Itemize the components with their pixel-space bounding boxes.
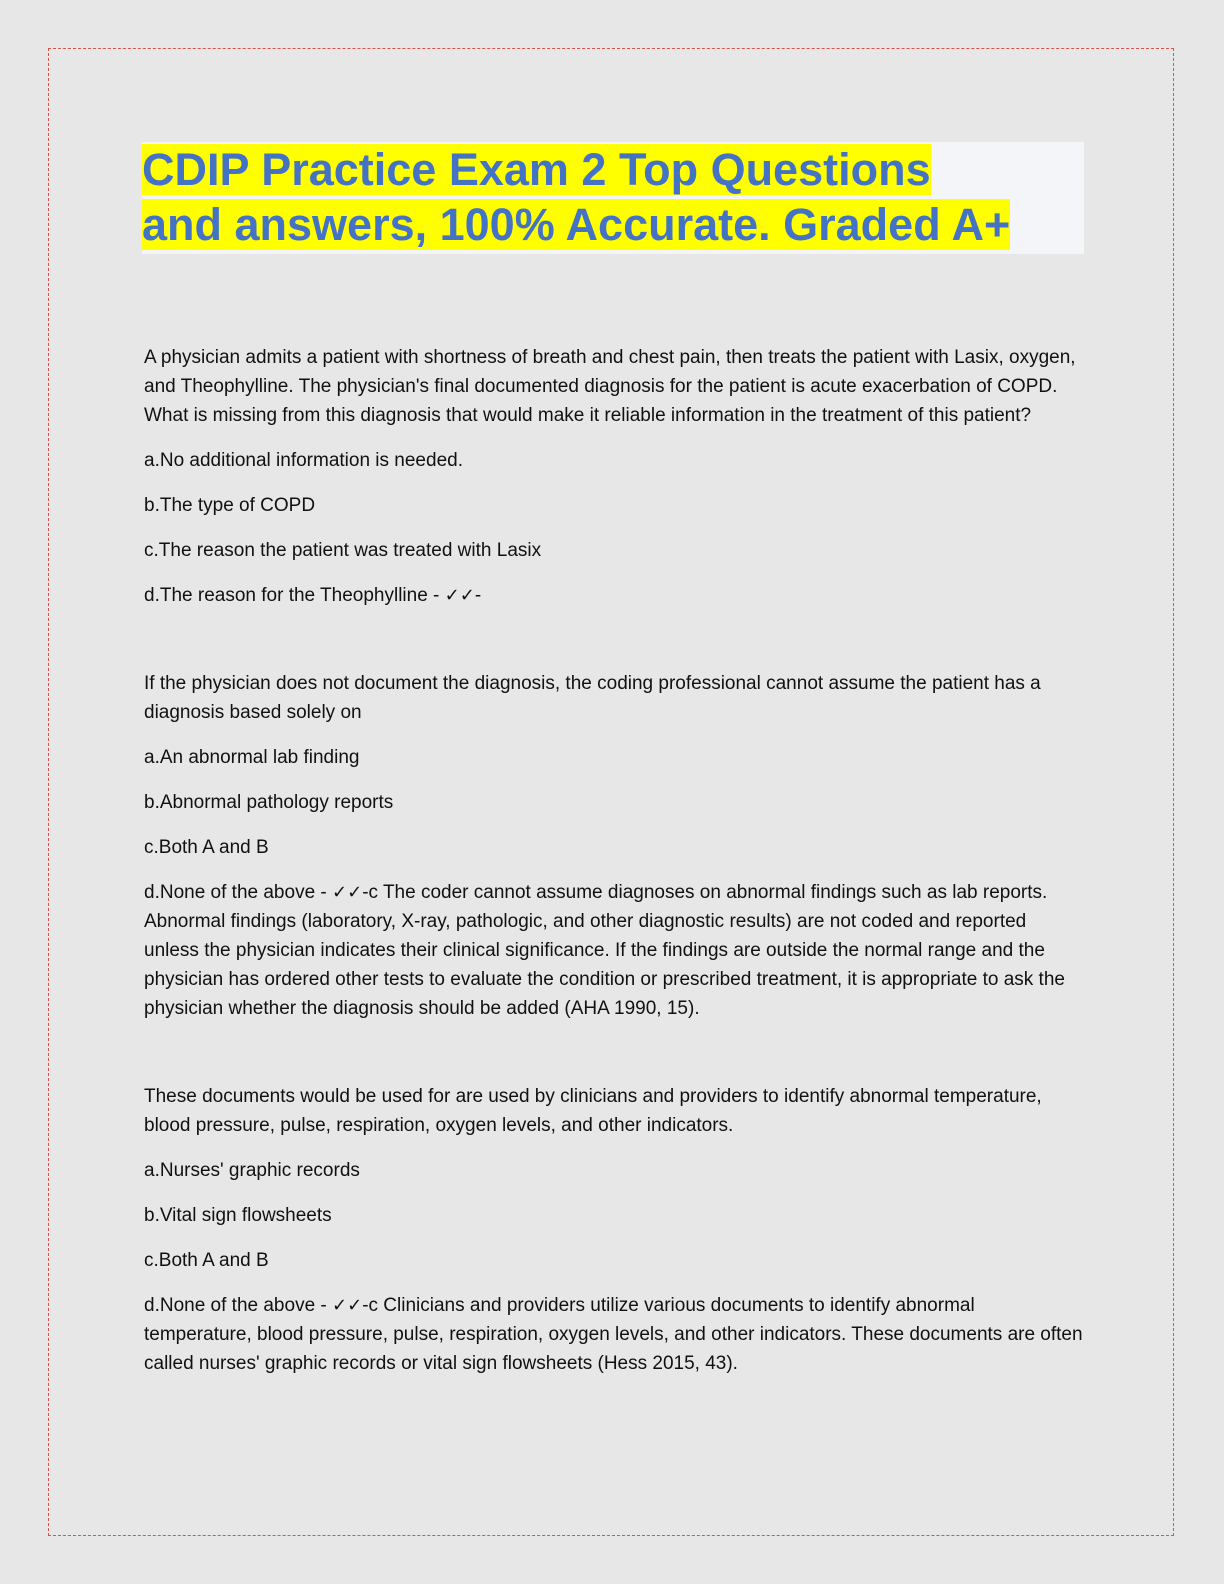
question-2 [144, 669, 1084, 1023]
option-d-label: d.None of the above - [144, 1295, 333, 1316]
check-marks-icon: ✓✓ [332, 1295, 363, 1316]
option-d [144, 1291, 1084, 1378]
document-body [144, 343, 1084, 1378]
title-block [142, 142, 1084, 254]
option-b: b.The type of COPD [144, 495, 316, 516]
question-stem: These documents would be used for are used by clinicians and providers to identify abnormal temperature, blood pressure, pulse, respiration, oxygen levels, and other indicators. [144, 1086, 1042, 1136]
answer-explanation: - [474, 585, 482, 606]
question-1 [144, 343, 1084, 610]
check-marks-icon: ✓✓ [444, 585, 475, 606]
title-line-2: and answers, 100% Accurate. Graded A+ [142, 199, 1011, 250]
option-a: a.Nurses' graphic records [144, 1160, 360, 1181]
question-stem: If the physician does not document the diagnosis, the coding professional cannot assume the patient has a diagnosis based solely on [144, 673, 1041, 723]
option-d [144, 878, 1084, 1023]
option-b: b.Vital sign flowsheets [144, 1205, 332, 1226]
question-spacer [144, 610, 1084, 669]
question-spacer [144, 1023, 1084, 1082]
title-line-1: CDIP Practice Exam 2 Top Questions [142, 144, 931, 195]
option-a: a.An abnormal lab finding [144, 747, 360, 768]
option-d-label: d.The reason for the Theophylline - [144, 585, 445, 606]
answer-explanation: -c The coder cannot assume diagnoses on abnormal findings such as lab reports. Abnormal findings (laboratory, X-ray, pathologic, and other diagnostic results) are not coded and reported unless the physician indicates their clinical significance. If the findings are outside the normal range and the physician has ordered other tests to evaluate the condition or prescribed treatment, it is appropriate to ask the physician whether the diagnosis should be added (AHA 1990, 15). [144, 882, 1065, 1019]
option-b: b.Abnormal pathology reports [144, 792, 394, 813]
question-stem: A physician admits a patient with shortness of breath and chest pain, then treats the patient with Lasix, oxygen, and Theophylline. The physician's final documented diagnosis for the patient is acute exacerbation of COPD. What is missing from this diagnosis that would make it reliable information in the treatment of this patient? [144, 347, 1076, 426]
check-marks-icon: ✓✓ [332, 882, 363, 903]
question-3 [144, 1082, 1084, 1378]
option-a: a.No additional information is needed. [144, 450, 463, 471]
answer-explanation: -c Clinicians and providers utilize various documents to identify abnormal temperature, blood pressure, pulse, respiration, oxygen levels, and other indicators. These documents are often called nurses' graphic records or vital sign flowsheets (Hess 2015, 43). [144, 1295, 1083, 1374]
option-c: c.The reason the patient was treated with Lasix [144, 540, 542, 561]
option-d-label: d.None of the above - [144, 882, 333, 903]
option-c: c.Both A and B [144, 837, 269, 858]
option-d [144, 581, 1084, 610]
option-c: c.Both A and B [144, 1250, 269, 1271]
page-title [142, 142, 1084, 252]
